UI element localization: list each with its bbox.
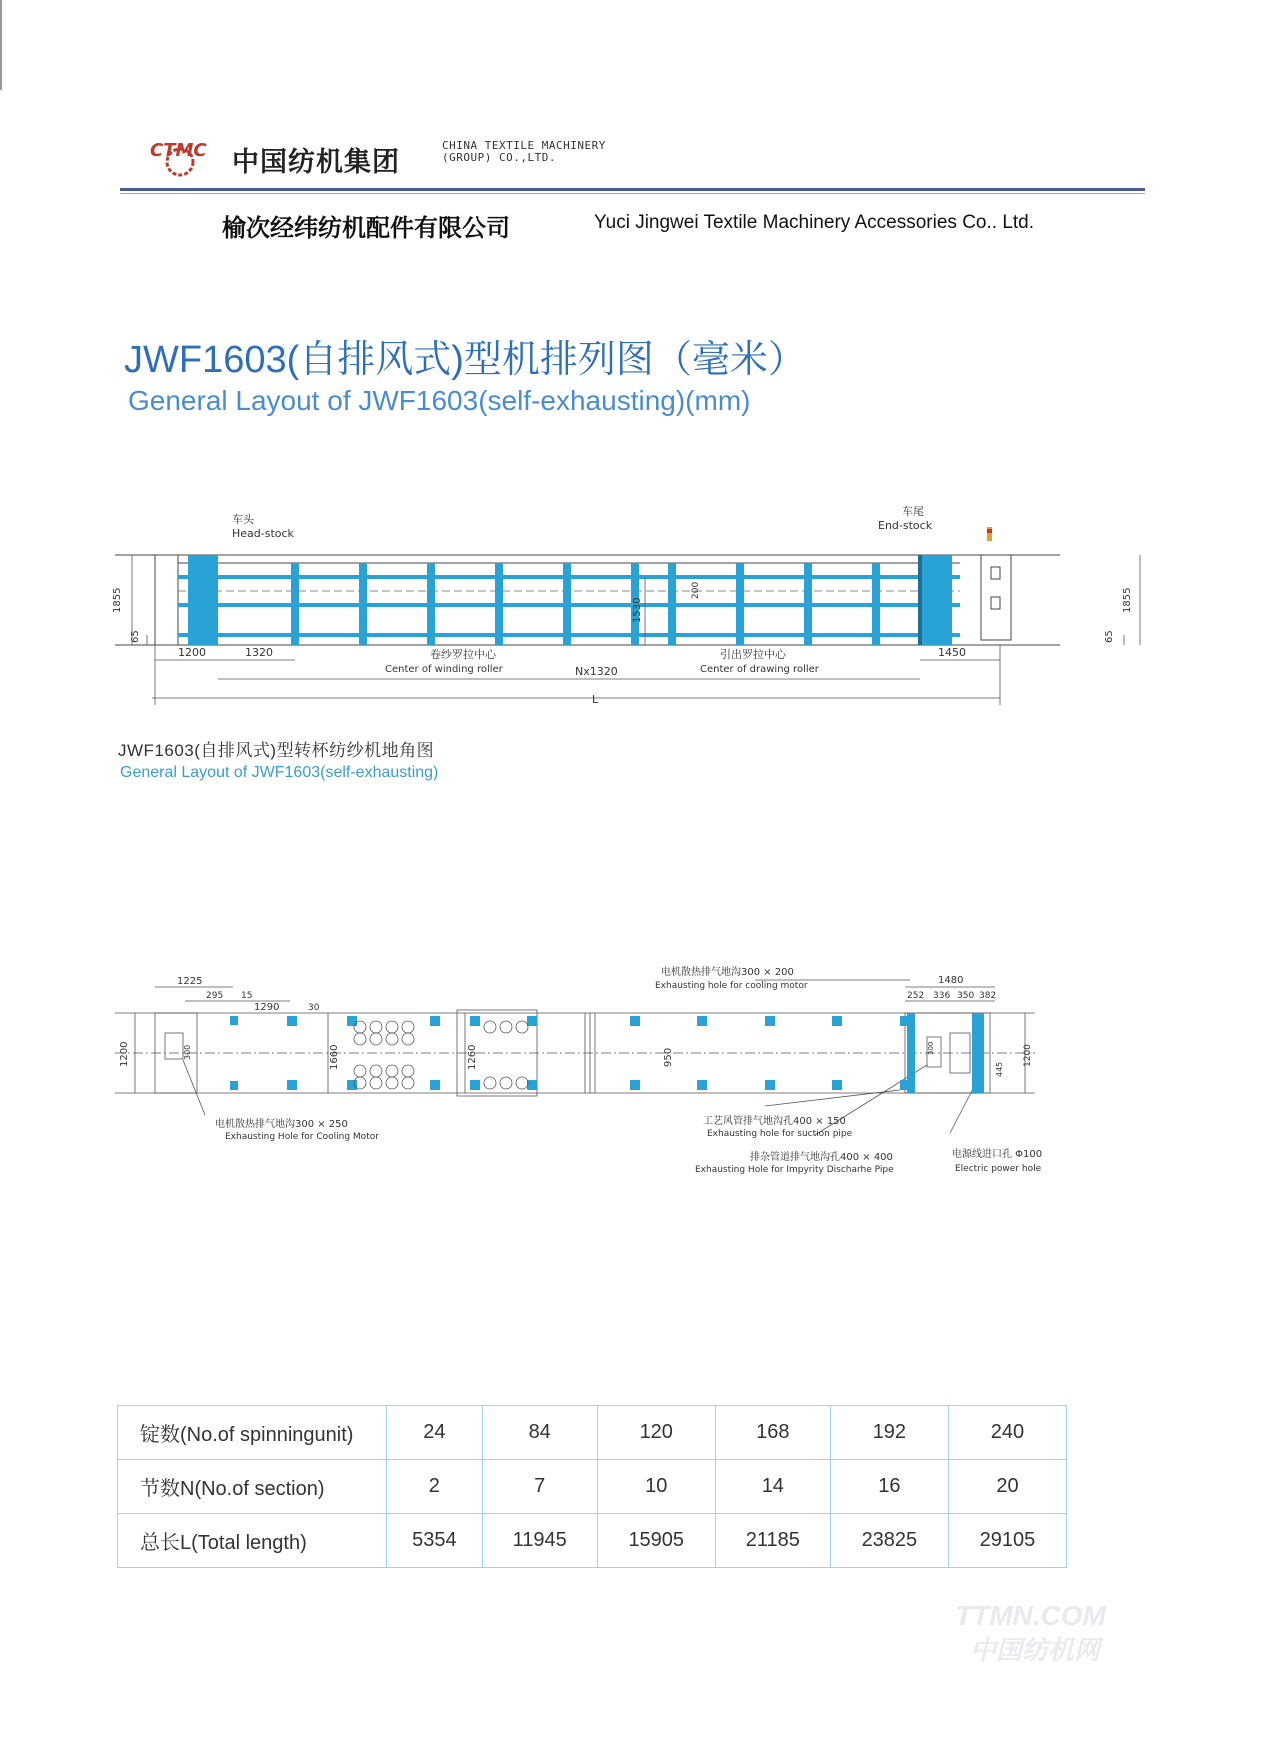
table-cell: 84 <box>482 1406 597 1460</box>
foundation-plan-diagram <box>115 965 1065 1195</box>
svg-text:1225: 1225 <box>177 976 203 987</box>
spec-table <box>117 1405 1067 1568</box>
svg-text:445: 445 <box>995 1061 1004 1077</box>
company-name-en: Yuci Jingwei Textile Machinery Accessories Co.. Ltd. <box>594 212 1035 233</box>
header-rule-thin <box>120 193 1145 194</box>
table-row <box>118 1514 1067 1568</box>
machine-layout-diagram <box>100 495 1133 715</box>
svg-text:1855: 1855 <box>1122 587 1133 613</box>
svg-text:Electric power hole: Electric power hole <box>955 1164 1042 1174</box>
svg-text:1200: 1200 <box>178 646 206 659</box>
table-cell: 29105 <box>948 1514 1066 1568</box>
svg-text:Nx1320: Nx1320 <box>575 665 618 678</box>
subtitle-en: General Layout of JWF1603(self-exhausting) <box>120 764 439 781</box>
svg-text:300: 300 <box>927 1041 935 1055</box>
svg-text:电机散热排气地沟300 × 200: 电机散热排气地沟300 × 200 <box>661 967 794 978</box>
svg-text:Center of drawing roller: Center of drawing roller <box>700 664 819 675</box>
svg-text:电源线进口孔 Φ100: 电源线进口孔 Φ100 <box>952 1149 1043 1160</box>
table-cell: 23825 <box>830 1514 948 1568</box>
table-cell: 15905 <box>597 1514 715 1568</box>
table-row <box>118 1406 1067 1460</box>
brand-name-cn: 中国纺机集团 <box>232 147 400 178</box>
end-stock <box>920 555 952 645</box>
brand-name-en <box>442 140 606 164</box>
svg-text:1290: 1290 <box>254 1002 280 1013</box>
table-cell: 16 <box>830 1460 948 1514</box>
table-cell: 2 <box>387 1460 483 1514</box>
svg-text:1450: 1450 <box>938 646 966 659</box>
svg-text:Exhausting Hole for Impyrity D: Exhausting Hole for Impyrity Discharhe Pipe <box>695 1165 894 1175</box>
svg-text:200: 200 <box>691 581 701 599</box>
watermark-text: TTMN.COM <box>955 1600 1106 1631</box>
svg-text:1855: 1855 <box>112 587 123 613</box>
head-stock <box>188 555 218 645</box>
subtitle-cn: JWF1603(自排风式)型转杯纺纱机地角图 <box>118 741 435 760</box>
svg-text:1200: 1200 <box>119 1041 130 1067</box>
table-cell: 24 <box>387 1406 483 1460</box>
svg-text:Exhausting hole for cooling mo: Exhausting hole for cooling motor <box>655 981 808 991</box>
svg-text:295: 295 <box>206 991 224 1001</box>
company-name-cn: 榆次经纬纺机配件有限公司 <box>222 214 510 242</box>
svg-text:336: 336 <box>933 991 951 1001</box>
svg-text:CTMC: CTMC <box>150 140 207 161</box>
svg-text:1200: 1200 <box>1023 1044 1033 1067</box>
watermark-text-cn: 中国纺机网 <box>970 1636 1101 1666</box>
svg-text:车尾: 车尾 <box>902 505 924 518</box>
table-cell: 20 <box>948 1460 1066 1514</box>
table-cell: 21185 <box>715 1514 830 1568</box>
svg-text:950: 950 <box>663 1047 674 1067</box>
row-label: 锭数(No.of spinningunit) <box>118 1406 387 1460</box>
svg-text:卷纱罗拉中心: 卷纱罗拉中心 <box>430 648 496 661</box>
header-rule <box>120 188 1145 191</box>
ctmc-logo-icon <box>148 136 220 176</box>
svg-text:1260: 1260 <box>467 1044 478 1070</box>
table-cell: 11945 <box>482 1514 597 1568</box>
table-cell: 7 <box>482 1460 597 1514</box>
svg-text:252: 252 <box>907 991 925 1001</box>
svg-text:Exhausting hole for suction pi: Exhausting hole for suction pipe <box>707 1129 853 1139</box>
table-cell: 168 <box>715 1406 830 1460</box>
svg-text:End-stock: End-stock <box>878 519 933 532</box>
brand-en-line2: (GROUP) CO.,LTD. <box>442 151 556 164</box>
svg-text:1660: 1660 <box>329 1044 340 1070</box>
table-cell: 14 <box>715 1460 830 1514</box>
row-label: 总长L(Total length) <box>118 1514 387 1568</box>
svg-text:65: 65 <box>130 630 141 643</box>
svg-text:15: 15 <box>241 991 253 1001</box>
svg-text:电机散热排气地沟300 × 250: 电机散热排气地沟300 × 250 <box>215 1119 348 1130</box>
table-cell: 5354 <box>387 1514 483 1568</box>
table-cell: 120 <box>597 1406 715 1460</box>
table-cell: 240 <box>948 1406 1066 1460</box>
table-cell: 10 <box>597 1460 715 1514</box>
svg-text:1530: 1530 <box>632 597 643 623</box>
svg-text:排杂管道排气地沟孔400 × 400: 排杂管道排气地沟孔400 × 400 <box>750 1152 893 1163</box>
svg-text:引出罗拉中心: 引出罗拉中心 <box>720 648 786 661</box>
svg-text:1480: 1480 <box>938 975 964 986</box>
svg-text:1320: 1320 <box>245 646 273 659</box>
svg-text:Exhausting Hole for Cooling Mo: Exhausting Hole for Cooling Motor <box>225 1132 379 1142</box>
svg-text:L: L <box>592 693 599 706</box>
svg-text:车头: 车头 <box>232 513 254 526</box>
svg-text:300: 300 <box>183 1044 192 1060</box>
svg-text:65: 65 <box>1104 630 1115 643</box>
scan-edge-line <box>0 0 2 90</box>
svg-text:Head-stock: Head-stock <box>232 527 294 540</box>
brand-en-line1: CHINA TEXTILE MACHINERY <box>442 139 606 152</box>
svg-text:382: 382 <box>979 991 997 1001</box>
svg-text:350: 350 <box>957 991 975 1001</box>
page-title-en: General Layout of JWF1603(self-exhausting)(mm) <box>128 385 751 416</box>
row-label: 节数N(No.of section) <box>118 1460 387 1514</box>
svg-text:Center of winding roller: Center of winding roller <box>385 664 503 675</box>
svg-text:工艺风管排气地沟孔400 × 150: 工艺风管排气地沟孔400 × 150 <box>703 1116 846 1127</box>
table-cell: 192 <box>830 1406 948 1460</box>
page-title-cn: JWF1603(自排风式)型机排列图（毫米） <box>124 339 806 381</box>
table-row <box>118 1460 1067 1514</box>
svg-text:30: 30 <box>308 1003 320 1013</box>
